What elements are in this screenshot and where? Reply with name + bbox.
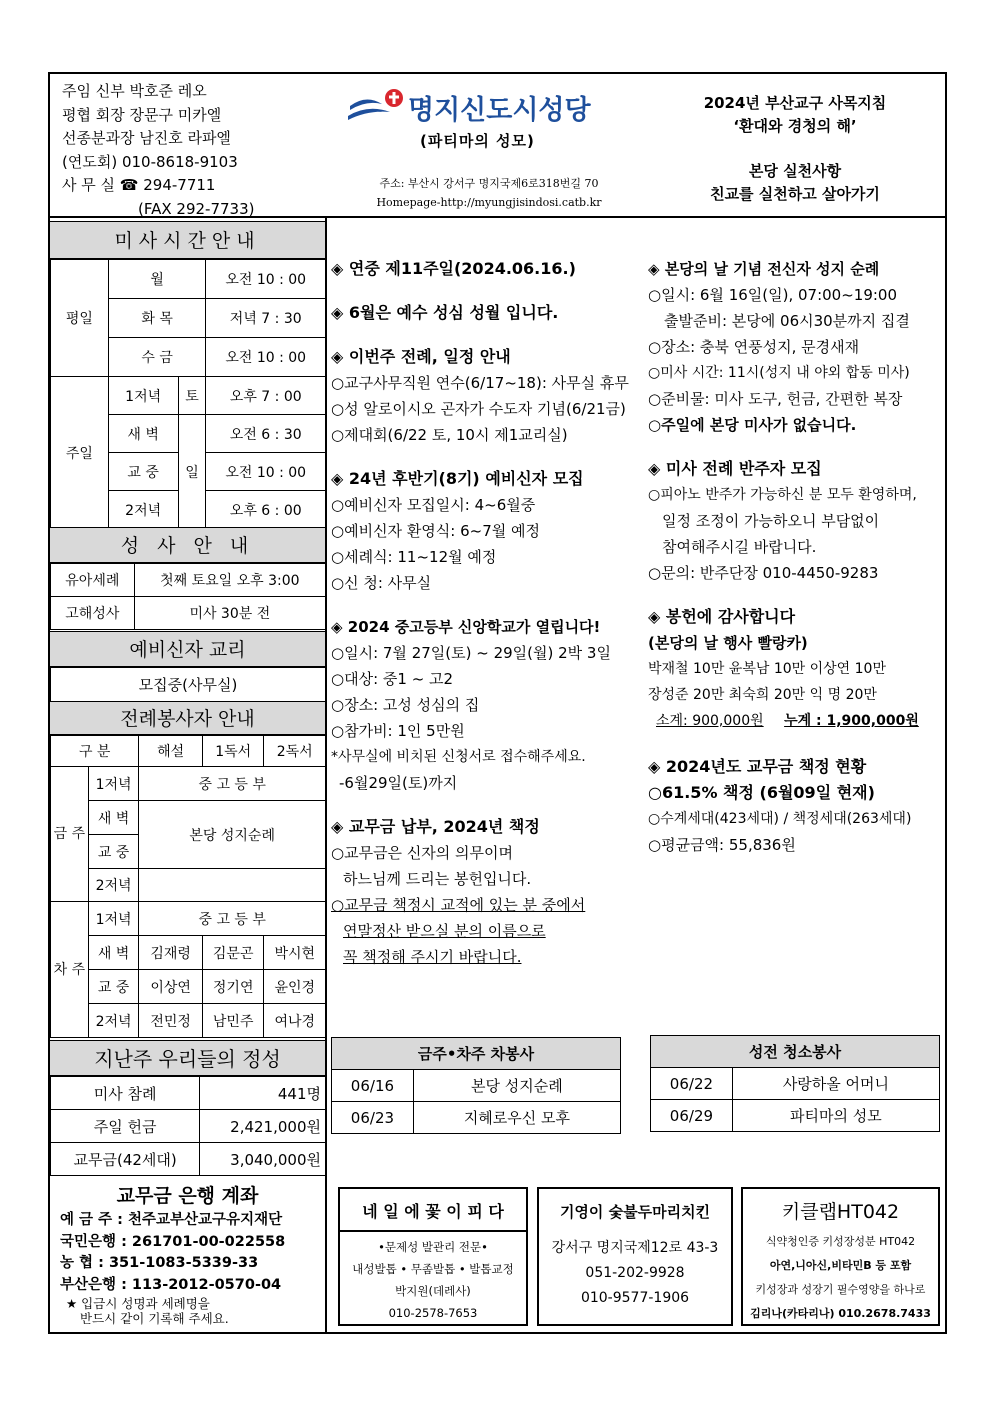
server-mass: 교 중 — [88, 970, 139, 1004]
notice-heading: ◈ 6월은 예수 성심 성월 입니다. — [331, 303, 559, 322]
notice-line: ○수계세대(423세대) / 책정세대(263세대) — [648, 811, 912, 827]
staff-line: 사 무 실 ☎ 294-7711 — [62, 176, 216, 194]
service-value: 사랑하올 어머니 — [732, 1068, 939, 1100]
service-date: 06/23 — [332, 1102, 414, 1134]
servers-title: 전례봉사자 안내 — [50, 701, 325, 735]
service-value: 본당 성지순례 — [413, 1070, 620, 1102]
notice-line: ○평균금액: 55,836원 — [648, 836, 796, 854]
notice-line: ○문의: 반주단장 010-4450-9283 — [648, 564, 879, 582]
sacrament-label: 고해성사 — [51, 597, 135, 630]
church-emblem-icon — [346, 82, 406, 128]
bank-account-box — [50, 1177, 325, 1332]
notice-line: ○피아노 반주가 가능하신 분 모두 환영하며, — [648, 487, 917, 503]
middle-notices — [331, 256, 649, 970]
practice-line: 본당 실천사항 — [748, 162, 842, 180]
church-logo — [346, 82, 646, 132]
donor-line: 박재철 10만 윤복남 10만 이상연 10만 — [648, 661, 886, 677]
server-value: 본당 성지순례 — [139, 801, 326, 869]
mass-name: 교 중 — [108, 453, 178, 491]
notice-heading: ◈ 이번주 전례, 일정 안내 — [331, 347, 511, 366]
notice-line: ○61.5% 책정 (6월09일 현재) — [648, 783, 875, 802]
catechumen-value: 모집중(사무실) — [51, 668, 326, 702]
notice-heading: ◈ 봉헌에 감사합니다 — [648, 607, 796, 626]
server-mass: 2저녁 — [88, 1004, 139, 1038]
notice-line: 참여해주시길 바랍니다. — [662, 538, 817, 556]
notice-line: ○미사 시간: 11시(성지 내 야외 합동 미사) — [648, 365, 910, 381]
sacrament-table — [50, 563, 326, 630]
car-service-title: 금주•차주 차봉사 — [332, 1038, 621, 1070]
bank-line: 예 금 주 : 천주교부산교구유지재단 — [60, 1212, 283, 1228]
staff-line: (FAX 292-7733) — [138, 199, 255, 218]
bank-line: 국민은행 : 261701-00-022558 — [60, 1233, 286, 1250]
notice-line: ○교무금 책정시 교적에 있는 분 중에서 — [331, 896, 586, 914]
ad-line: 아연,니아신,비타민B 등 포함 — [769, 1259, 912, 1272]
ad-title: 기영이 숯불두마리치킨 — [559, 1203, 711, 1221]
notice-line: 하느님께 드리는 봉헌입니다. — [343, 870, 532, 888]
ad-line: 051-202-9928 — [585, 1265, 685, 1281]
church-name: 명지신도시성당 — [408, 95, 591, 126]
staff-line: 평협 회장 장문구 미카엘 — [62, 105, 222, 124]
sacrament-title: 성 사 안 내 — [50, 527, 325, 563]
donor-line: 장성준 20만 최숙희 20만 익 명 20만 — [648, 687, 877, 703]
church-address: 주소: 부산시 강서구 명지국제6로318번길 70 — [379, 177, 599, 190]
servers-head: 2독서 — [264, 736, 326, 767]
notice-line: -6월29일(토)까지 — [339, 774, 458, 792]
bank-note: ★ 입금시 성명과 세례명을 — [66, 1296, 210, 1311]
staff-info — [62, 80, 254, 221]
mass-time: 오후 7 : 00 — [206, 377, 326, 415]
server-mass: 새 벽 — [88, 936, 139, 970]
notice-line: ○대상: 중1 ~ 고2 — [331, 670, 454, 688]
notice-heading: ◈ 2024년도 교무금 책정 현황 — [648, 757, 867, 776]
notice-line: ○제대회(6/22 토, 10시 제1교리실) — [331, 426, 568, 444]
ad-line: 010-2578-7653 — [388, 1306, 478, 1320]
notice-heading: ◈ 24년 후반기(8기) 예비신자 모집 — [331, 469, 584, 488]
ad-line: 김리나(카타리나) 010.2678.7433 — [750, 1307, 931, 1320]
server-name: 여나경 — [264, 1004, 326, 1038]
sacrament-value: 미사 30분 전 — [134, 597, 325, 630]
mass-name: 2저녁 — [108, 491, 178, 529]
church-address-block — [334, 174, 644, 212]
notice-heading: ◈ 본당의 날 기념 전신자 성지 순례 — [648, 260, 880, 278]
server-name: 김문곤 — [202, 936, 264, 970]
notice-line: 일정 조정이 가능하오니 부담없이 — [662, 512, 880, 530]
ad-line: 강서구 명지국제12로 43-3 — [551, 1240, 719, 1256]
ad-line: 식약청인증 키성장성분 HT042 — [765, 1235, 916, 1248]
offering-table — [50, 1076, 326, 1176]
servers-table — [50, 735, 326, 1038]
bank-note: 반드시 같이 기록해 주세요. — [80, 1311, 229, 1326]
bank-title: 교무금 은행 계좌 — [116, 1185, 259, 1207]
servers-head: 구 분 — [51, 736, 139, 767]
policy-line: 2024년 부산교구 사목지침 — [703, 94, 887, 112]
notice-line: ○일시: 7월 27일(토) ~ 29일(월) 2박 3일 — [331, 644, 611, 662]
service-value: 파티마의 성모 — [732, 1100, 939, 1132]
staff-line: 주임 신부 박호준 레오 — [62, 82, 207, 100]
ad-kiclab — [741, 1187, 940, 1326]
server-name: 전민정 — [139, 1004, 203, 1038]
offering-value: 441명 — [200, 1077, 326, 1110]
mass-day: 월 — [108, 260, 206, 299]
bank-line: 농 협 : 351-1083-5339-33 — [60, 1255, 259, 1271]
mass-time: 오전 6 : 30 — [206, 415, 326, 453]
notice-line: ○주일에 본당 미사가 없습니다. — [648, 416, 857, 434]
policy-line: ‘환대와 경청의 해’ — [733, 117, 857, 135]
next-week-label: 차 주 — [51, 902, 89, 1038]
service-date: 06/16 — [332, 1070, 414, 1102]
notice-line: ○예비신자 모집일시: 4~6월중 — [331, 496, 536, 514]
offering-label: 주일 헌금 — [51, 1110, 200, 1143]
notice-line: ○일시: 6월 16일(일), 07:00~19:00 — [648, 286, 898, 304]
mass-name: 새 벽 — [108, 415, 178, 453]
church-patron: (파티마의 성모) — [420, 132, 535, 150]
notice-line: ○장소: 충북 연풍성지, 문경새재 — [648, 338, 860, 356]
mass-day: 화 목 — [108, 299, 206, 338]
this-week-label: 금 주 — [51, 767, 89, 902]
offering-value: 3,040,000원 — [200, 1143, 326, 1176]
server-value: 중 고 등 부 — [139, 767, 326, 801]
notice-line: ○신 청: 사무실 — [331, 574, 432, 592]
ad-title: 키클랩HT042 — [781, 1201, 900, 1223]
mass-day: 토 — [178, 377, 206, 415]
diocese-policy — [660, 92, 930, 206]
notice-heading: ◈ 교무금 납부, 2024년 책정 — [331, 817, 540, 836]
ad-line: 키성장과 성장기 필수영양을 하나로 — [755, 1283, 926, 1296]
offering-value: 2,421,000원 — [200, 1110, 326, 1143]
server-mass: 새 벽 — [88, 801, 139, 835]
car-service-table — [331, 1037, 621, 1134]
server-mass: 1저녁 — [88, 902, 139, 936]
service-value: 지혜로우신 모후 — [413, 1102, 620, 1134]
donation-subtotal: 소계: 900,000원 — [656, 713, 764, 729]
mass-time: 오전 10 : 00 — [206, 453, 326, 491]
sacrament-label: 유아세례 — [51, 564, 135, 597]
offering-label: 미사 참례 — [51, 1077, 200, 1110]
mass-time: 저녁 7 : 30 — [206, 299, 326, 338]
notice-line: *사무실에 비치된 신청서로 접수해주세요. — [331, 749, 586, 765]
mass-name: 1저녁 — [108, 377, 178, 415]
notice-line: ○준비물: 미사 도구, 헌금, 간편한 복장 — [648, 390, 903, 408]
notice-heading: ◈ 미사 전례 반주자 모집 — [648, 459, 822, 478]
ad-line: 박지원(데레사) — [395, 1284, 471, 1298]
catechumen-title: 예비신자 교리 — [50, 631, 325, 667]
notice-line: ○교구사무직원 연수(6/17~18): 사무실 휴무 — [331, 374, 629, 392]
notice-line: ○교무금은 신자의 의무이며 — [331, 844, 514, 862]
mass-times-title: 미사시간안내 — [50, 221, 325, 259]
offering-label: 교무금(42세대) — [51, 1143, 200, 1176]
server-mass: 2저녁 — [88, 869, 139, 902]
notice-line: 연말정산 받으실 분의 이름으로 — [343, 922, 546, 940]
notice-line: ○세례식: 11~12월 예정 — [331, 548, 497, 566]
practice-line: 친교를 실천하고 살아가기 — [710, 185, 880, 203]
notice-line: 꼭 책정해 주시기 바랍니다. — [343, 948, 522, 966]
sunday-label: 주일 — [51, 377, 109, 529]
notice-line: 출발준비: 본당에 06시30분까지 집결 — [664, 312, 910, 330]
mass-time: 오전 10 : 00 — [206, 260, 326, 299]
server-name: 박시현 — [264, 936, 326, 970]
service-date: 06/22 — [651, 1068, 733, 1100]
server-name: 윤인경 — [264, 970, 326, 1004]
notice-line: ○성 알로이시오 곤자가 수도자 기념(6/21금) — [331, 400, 626, 418]
staff-line: 선종분과장 남진호 라파엘 — [62, 129, 231, 147]
offering-title: 지난주 우리들의 정성 — [50, 1040, 325, 1076]
mass-time: 오후 6 : 00 — [206, 491, 326, 529]
ad-nail-shop — [338, 1187, 528, 1326]
notice-subheading: (본당의 날 행사 빨랑카) — [648, 634, 808, 652]
ad-title: 네 일 에 꽃 이 피 다 — [362, 1202, 504, 1221]
cleaning-table — [650, 1035, 940, 1132]
staff-line: (연도회) 010-8618-9103 — [62, 152, 238, 171]
notice-line: ○장소: 고성 성심의 집 — [331, 696, 480, 714]
sacrament-value: 첫째 토요일 오후 3:00 — [134, 564, 325, 597]
bank-line: 부산은행 : 113-2012-0570-04 — [60, 1276, 282, 1293]
mass-times-table — [50, 259, 326, 529]
server-name: 김재령 — [139, 936, 203, 970]
mass-day: 일 — [178, 415, 206, 529]
ad-line: 010-9577-1906 — [580, 1290, 690, 1306]
service-date: 06/29 — [651, 1100, 733, 1132]
server-name: 정기연 — [202, 970, 264, 1004]
server-mass: 1저녁 — [88, 767, 139, 801]
notice-line: ○참가비: 1인 5만원 — [331, 722, 465, 740]
cleaning-title: 성전 청소봉사 — [651, 1036, 940, 1068]
church-homepage[interactable]: Homepage-http://myungjisindosi.catb.kr — [376, 196, 602, 209]
server-name: 남민주 — [202, 1004, 264, 1038]
right-notices — [648, 256, 940, 858]
server-value-empty — [139, 869, 326, 902]
ad-chicken-shop — [537, 1187, 733, 1326]
server-mass: 교 중 — [88, 835, 139, 869]
mass-time: 오전 10 : 00 — [206, 338, 326, 377]
servers-head: 1독서 — [202, 736, 264, 767]
notice-heading: ◈ 연중 제11주일(2024.06.16.) — [331, 259, 576, 278]
weekday-label: 평일 — [51, 260, 109, 377]
server-value: 중 고 등 부 — [139, 902, 326, 936]
notice-line: ○예비신자 환영식: 6~7월 예정 — [331, 522, 541, 540]
catechumen-table — [50, 667, 326, 702]
notice-heading: ◈ 2024 중고등부 신앙학교가 열립니다! — [331, 618, 601, 636]
ad-line: •문제성 발관리 전문• — [378, 1240, 488, 1254]
ad-line: 내성발톱 • 무좀발톱 • 발톱교정 — [352, 1262, 514, 1276]
server-name: 이상연 — [139, 970, 203, 1004]
mass-day: 수 금 — [108, 338, 206, 377]
servers-head: 해설 — [139, 736, 203, 767]
donation-total: 누계 : 1,900,000원 — [784, 713, 919, 729]
